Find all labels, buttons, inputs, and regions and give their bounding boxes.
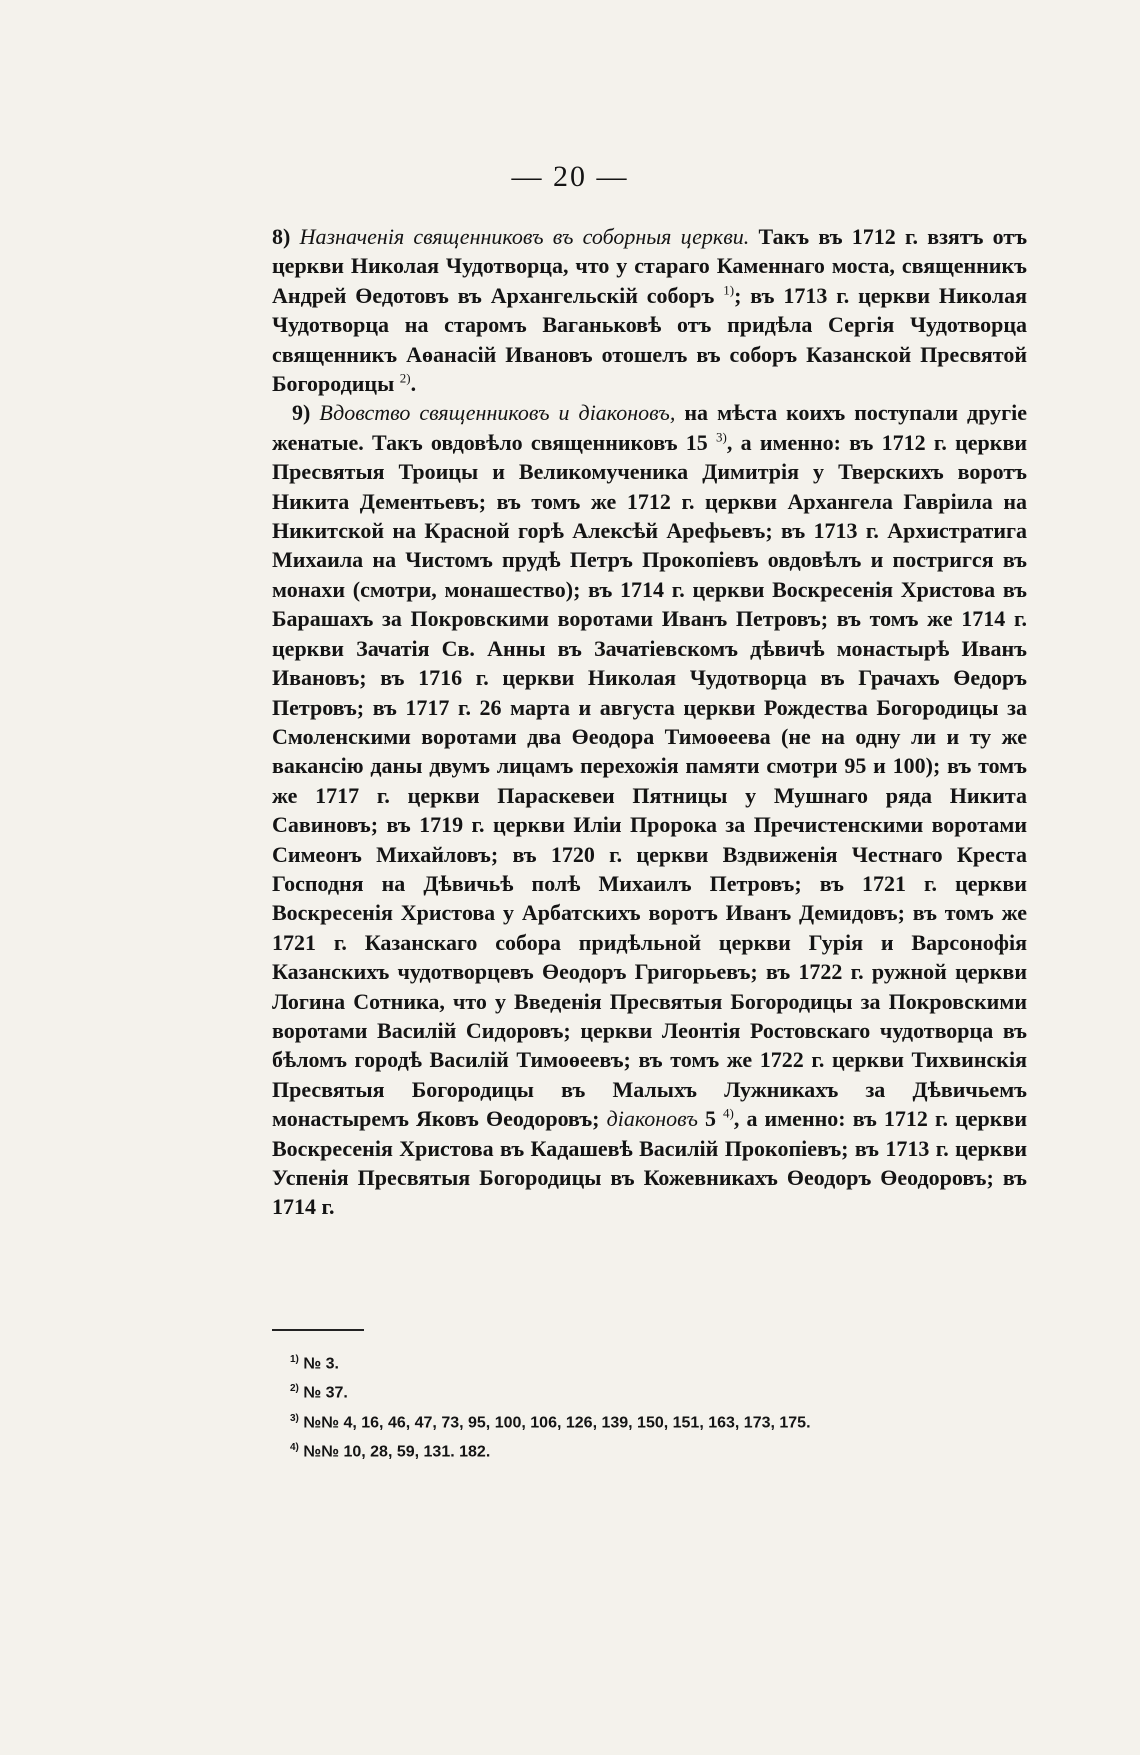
paragraph-text: Такъ въ 1712 г. взятъ отъ церкви Николая Чудотворца, что у стараго Каменнаго моста, священникъ Андрей Өедотовъ въ Архангельскій соборъ (272, 224, 1028, 308)
footnote-text: № 37. (298, 1384, 348, 1402)
footnote-mark: 4) (290, 1441, 299, 1453)
footnote-text: №№ 10, 28, 59, 131. 182. (298, 1443, 491, 1461)
footnote (290, 1347, 1050, 1376)
footnote-ref: 3) (716, 429, 727, 445)
footnote-divider (272, 1329, 364, 1331)
section-number: 8) (272, 224, 300, 249)
section-title: Вдовство священниковъ и діаконовъ, (319, 400, 676, 426)
footnotes (290, 1347, 1050, 1464)
section-title: Назначенія священниковъ въ соборныя церкви. (299, 224, 750, 249)
footnote (290, 1406, 1050, 1435)
footnote-ref: 1) (723, 282, 735, 298)
page-number: — 20 — (511, 160, 629, 193)
section-number: 9) (292, 400, 320, 426)
footnote-mark: 2) (290, 1383, 299, 1395)
paragraph-end: . (410, 371, 417, 397)
italic-term: діаконовъ (606, 1106, 698, 1132)
paragraph-text: на мѣста коихъ поступали другіе женатые. Такъ овдовѣло священниковъ 15 (272, 400, 1028, 455)
footnote-mark: 3) (290, 1412, 299, 1424)
body-text (272, 222, 1027, 1222)
paragraph-8 (272, 222, 1027, 398)
footnote-text: №№ 4, 16, 46, 47, 73, 95, 100, 106, 126, 139, 150, 151, 163, 173, 175. (298, 1413, 811, 1431)
footnote-ref: 2) (399, 370, 411, 386)
footnote-mark: 1) (290, 1354, 299, 1365)
paragraph-9 (272, 398, 1027, 1221)
footnote-ref: 4) (723, 1105, 734, 1121)
footnote (290, 1376, 1050, 1405)
footnote (290, 1435, 1050, 1464)
footnote-text: № 3. (298, 1355, 339, 1373)
paragraph-text: ; въ 1713 г. церкви Николая Чудотворца на старомъ Ваганьковѣ отъ придѣла Сергія Чудотворца священникъ Аөанасій Ивановъ отошелъ въ соборъ Казанской Пресвятой Богородицы (272, 282, 1028, 397)
paragraph-text: 5 (697, 1106, 724, 1132)
paragraph-text: , а именно: въ 1712 г. церкви Воскресенія Христова въ Кадашевѣ Василій Прокопіевъ; въ 1713 г. церкви Успенія Пресвятыя Богородицы въ Кожевникахъ Өеодоръ Өеодоровъ; въ 1714 г. (272, 1106, 1027, 1220)
paragraph-text: , а именно: въ 1712 г. церкви Пресвятыя Троицы и Великомученика Димитрія у Тверскихъ воротъ Никита Дементьевъ; въ томъ же 1712 г. церкви Архангела Гавріила на Никитской на Красной горѣ Алексѣй Арефьевъ; въ 1713 г. Архистратига Михаила на Чистомъ прудѣ Петръ Прокопіевъ овдовѣлъ и постригся въ монахи (смотри, монашество); въ 1714 г. церкви Воскресенія Христова въ Барашахъ за Покровскими воротами Иванъ Петровъ; въ томъ же 1714 г. церкви Зачатія Св. Анны въ Зачатіевскомъ дѣвичѣ монастырѣ Иванъ Ивановъ; въ 1716 г. церкви Николая Чудотворца въ Грачахъ Өедоръ Петровъ; въ 1717 г. 26 марта и августа церкви Рождества Богородицы за Смоленскими воротами два Өеодора Тимоөеева (не на одну ли и ту же вакансію даны двумъ лицамъ перехожія памяти смотри 95 и 100); въ томъ же 1717 г. церкви Параскевеи Пятницы у Мушнаго ряда Никита Савиновъ; въ 1719 г. церкви Иліи Пророка за Пречистенскими воротами Симеонъ Михайловъ; въ 1720 г. церкви Вздвиженія Честнаго Креста Господня на Дѣвичьѣ полѣ Михаилъ Петровъ; въ 1721 г. церкви Воскресенія Христова у Арбатскихъ воротъ Иванъ Демидовъ; въ томъ же 1721 г. Казанскаго собора придѣльной церкви Гурія и Варсонофія Казанскихъ чудотворцевъ Өеодоръ Григорьевъ; въ 1722 г. ружной церкви Логина Сотника, что у Введенія Пресвятыя Богородицы за Покровскими воротами Василій Сидоровъ; церкви Леонтія Ростовскаго чудотворца въ бѣломъ городѣ Василій Тимоөеевъ; въ томъ же 1722 г. церкви Тихвинскія Пресвятыя Богородицы въ Малыхъ Лужникахъ за Дѣвичьемъ монастыремъ Яковъ Өеодоровъ; (272, 429, 1027, 1132)
